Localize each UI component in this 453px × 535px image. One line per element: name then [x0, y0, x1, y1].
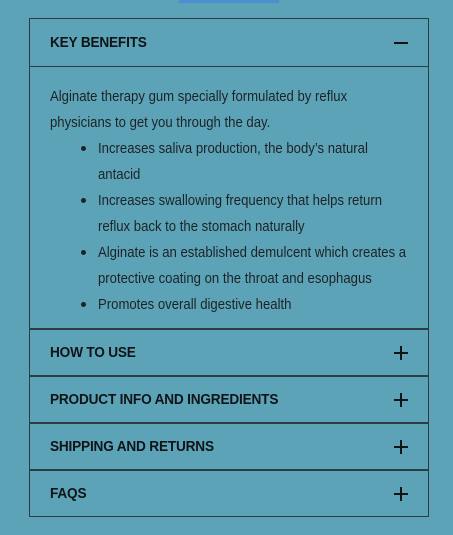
section-title: KEY BENEFITS	[50, 34, 147, 51]
top-tab-indicator	[179, 0, 279, 3]
benefits-list	[50, 136, 408, 318]
section-title: HOW TO USE	[50, 344, 136, 361]
list-item: Increases saliva production, the body’s natural antacid	[98, 136, 408, 188]
accordion-section-faqs	[30, 469, 428, 516]
section-title: PRODUCT INFO AND INGREDIENTS	[50, 391, 279, 408]
accordion-section-how-to-use	[30, 328, 428, 375]
accordion-section-product-info	[30, 375, 428, 422]
plus-icon[interactable]	[394, 393, 408, 407]
section-title: SHIPPING AND RETURNS	[50, 438, 214, 455]
how-to-use-toggle[interactable]	[30, 329, 428, 375]
minus-icon[interactable]	[394, 36, 408, 50]
plus-icon[interactable]	[394, 346, 408, 360]
plus-icon[interactable]	[394, 440, 408, 454]
shipping-returns-toggle[interactable]	[30, 423, 428, 469]
list-item: Increases swallowing frequency that helps return reflux back to the stomach naturally	[98, 188, 408, 240]
faqs-toggle[interactable]	[30, 470, 428, 516]
accordion-section-key-benefits	[30, 19, 428, 328]
list-item: Promotes overall digestive health	[98, 292, 408, 318]
key-benefits-panel	[30, 66, 428, 328]
product-accordion	[29, 18, 429, 517]
plus-icon[interactable]	[394, 487, 408, 501]
key-benefits-intro: Alginate therapy gum specially formulated by reflux physicians to get you through the day.	[50, 89, 348, 131]
list-item: Alginate is an established demulcent which creates a protective coating on the throat and esophagus	[98, 240, 408, 292]
accordion-section-shipping-returns	[30, 422, 428, 469]
product-info-toggle[interactable]	[30, 376, 428, 422]
key-benefits-toggle[interactable]	[30, 19, 428, 66]
section-title: FAQS	[50, 485, 87, 502]
